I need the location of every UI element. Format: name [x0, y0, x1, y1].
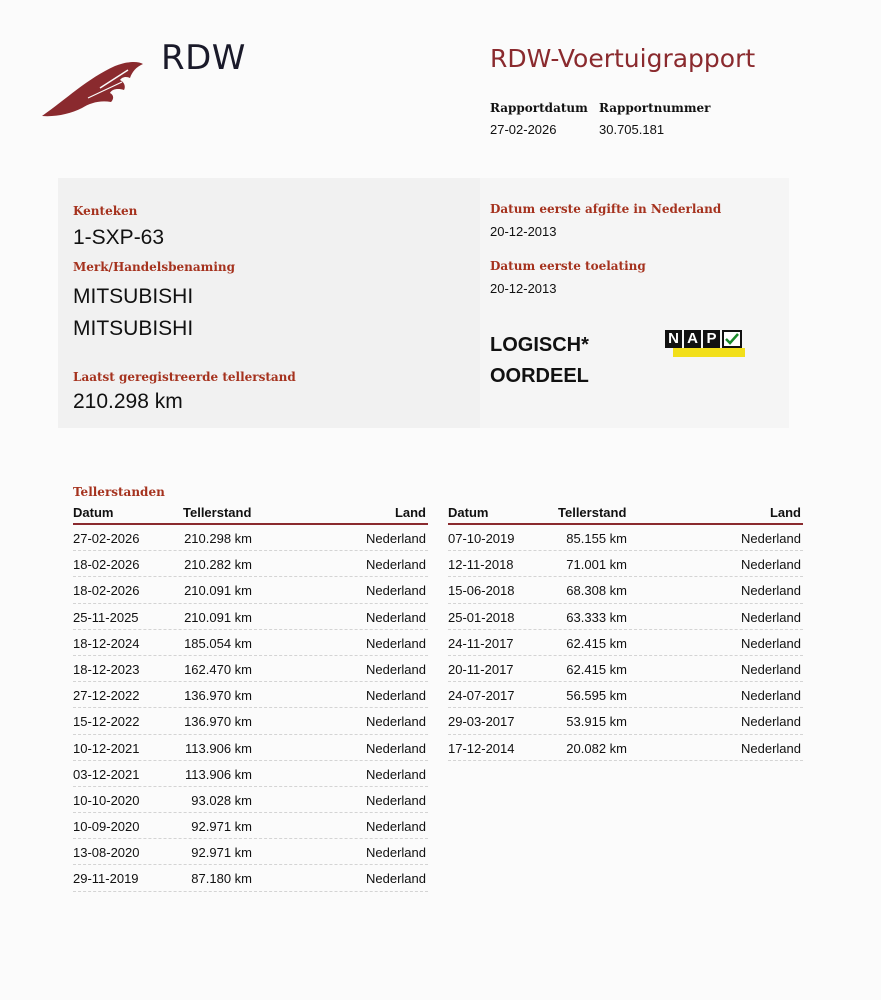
- cell-datum: 03-12-2021: [73, 766, 140, 782]
- cell-land: Nederland: [366, 740, 426, 756]
- cell-tellerstand: 162.470 km: [184, 661, 252, 677]
- cell-land: Nederland: [741, 661, 801, 677]
- cell-tellerstand: 136.970 km: [184, 714, 252, 730]
- rdw-logo-icon: [40, 58, 145, 120]
- handelsbenaming-value: MITSUBISHI: [73, 317, 194, 340]
- table-row: [73, 551, 428, 577]
- cell-tellerstand: 56.595 km: [566, 688, 627, 704]
- rapportnummer-label: Rapportnummer: [599, 101, 711, 115]
- table-row: [73, 682, 428, 708]
- cell-tellerstand: 68.308 km: [566, 583, 627, 599]
- cell-land: Nederland: [366, 845, 426, 861]
- cell-datum: 18-12-2023: [73, 661, 140, 677]
- cell-tellerstand: 62.415 km: [566, 661, 627, 677]
- table-row: [448, 682, 803, 708]
- table-row: [73, 630, 428, 656]
- nap-letter-n: N: [665, 330, 682, 348]
- table-row: [73, 761, 428, 787]
- toelating-value: 20-12-2013: [490, 281, 557, 296]
- cell-datum: 25-11-2025: [73, 609, 139, 625]
- table-row: [73, 787, 428, 813]
- cell-tellerstand: 92.971 km: [191, 845, 252, 861]
- table-row: [448, 551, 803, 577]
- table-row: [448, 604, 803, 630]
- cell-land: Nederland: [741, 583, 801, 599]
- cell-datum: 10-10-2020: [73, 792, 140, 808]
- tellerstand-label: Laatst geregistreerde tellerstand: [73, 370, 296, 384]
- cell-land: Nederland: [741, 531, 801, 546]
- column-land: Land: [769, 505, 801, 520]
- table-row: [73, 839, 428, 865]
- kenteken-value: 1-SXP-63: [73, 226, 165, 249]
- cell-land: Nederland: [366, 635, 426, 651]
- tellerstand-value: 210.298 km: [73, 390, 183, 413]
- cell-datum: 27-12-2022: [73, 688, 140, 704]
- oordeel-line-2: OORDEEL: [490, 365, 589, 387]
- cell-tellerstand: 62.415 km: [566, 635, 627, 651]
- afgifte-label: Datum eerste afgifte in Nederland: [490, 202, 722, 216]
- cell-tellerstand: 53.915 km: [566, 714, 627, 730]
- table-row: [448, 708, 803, 734]
- cell-datum: 10-12-2021: [73, 740, 140, 756]
- table-row: [448, 735, 803, 761]
- merk-value: MITSUBISHI: [73, 285, 194, 308]
- table-row: [448, 656, 803, 682]
- cell-land: Nederland: [366, 688, 426, 704]
- rapportdatum-value: 27-02-2026: [490, 122, 557, 137]
- table-row: [73, 735, 428, 761]
- table-header: [448, 503, 803, 525]
- cell-land: Nederland: [366, 766, 426, 782]
- cell-land: Nederland: [366, 792, 426, 808]
- merk-label: Merk/Handelsbenaming: [73, 260, 236, 274]
- cell-tellerstand: 210.282 km: [184, 557, 252, 573]
- cell-land: Nederland: [366, 531, 426, 546]
- cell-datum: 18-02-2026: [73, 583, 140, 599]
- report-title: RDW-Voertuigrapport: [490, 44, 756, 73]
- cell-datum: 20-11-2017: [448, 661, 514, 677]
- cell-datum: 24-07-2017: [448, 688, 515, 704]
- cell-land: Nederland: [366, 557, 426, 573]
- cell-land: Nederland: [366, 609, 426, 625]
- table-header: [73, 503, 428, 525]
- table-body: [448, 525, 803, 761]
- table-row: [448, 630, 803, 656]
- table-body: [73, 525, 428, 892]
- table-row: [448, 525, 803, 551]
- rapportdatum-label: Rapportdatum: [490, 101, 588, 115]
- nap-logo: [665, 330, 745, 360]
- cell-tellerstand: 210.091 km: [184, 609, 252, 625]
- cell-tellerstand: 210.091 km: [184, 583, 252, 599]
- cell-land: Nederland: [741, 688, 801, 704]
- cell-land: Nederland: [366, 661, 426, 677]
- cell-datum: 18-02-2026: [73, 557, 140, 573]
- column-datum: Datum: [448, 505, 489, 520]
- cell-tellerstand: 71.001 km: [566, 557, 627, 573]
- cell-datum: 15-12-2022: [73, 714, 140, 730]
- table-row: [73, 577, 428, 603]
- cell-tellerstand: 185.054 km: [184, 635, 252, 651]
- table-row: [73, 865, 428, 891]
- cell-datum: 15-06-2018: [448, 583, 515, 599]
- cell-land: Nederland: [366, 871, 426, 887]
- cell-datum: 24-11-2017: [448, 635, 514, 651]
- cell-land: Nederland: [366, 819, 426, 835]
- oordeel-line-1: LOGISCH*: [490, 334, 589, 356]
- cell-datum: 10-09-2020: [73, 819, 140, 835]
- tellerstanden-table-right: [448, 503, 803, 761]
- cell-datum: 07-10-2019: [448, 531, 515, 546]
- cell-datum: 29-11-2019: [73, 871, 139, 887]
- table-row: [448, 577, 803, 603]
- table-row: [73, 656, 428, 682]
- table-row: [73, 813, 428, 839]
- kenteken-label: Kenteken: [73, 204, 138, 218]
- cell-datum: 12-11-2018: [448, 557, 514, 573]
- cell-datum: 17-12-2014: [448, 740, 515, 756]
- brand-name: RDW: [161, 38, 246, 78]
- tellerstanden-title: Tellerstanden: [73, 485, 165, 499]
- cell-datum: 29-03-2017: [448, 714, 515, 730]
- cell-tellerstand: 210.298 km: [184, 531, 252, 546]
- cell-land: Nederland: [741, 635, 801, 651]
- afgifte-value: 20-12-2013: [490, 224, 557, 239]
- nap-letter-p: P: [703, 330, 720, 348]
- tellerstanden-table-left: [73, 503, 428, 892]
- cell-datum: 18-12-2024: [73, 635, 140, 651]
- cell-tellerstand: 20.082 km: [566, 740, 627, 756]
- column-tellerstand: Tellerstand: [183, 505, 252, 520]
- cell-datum: 13-08-2020: [73, 845, 140, 861]
- cell-datum: 25-01-2018: [448, 609, 515, 625]
- cell-tellerstand: 93.028 km: [191, 792, 252, 808]
- checkmark-icon: [722, 330, 742, 348]
- nap-letter-a: A: [684, 330, 701, 348]
- table-row: [73, 708, 428, 734]
- table-row: [73, 525, 428, 551]
- cell-land: Nederland: [366, 583, 426, 599]
- cell-tellerstand: 113.906 km: [185, 766, 252, 782]
- cell-tellerstand: 85.155 km: [566, 531, 627, 546]
- column-datum: Datum: [73, 505, 114, 520]
- rapportnummer-value: 30.705.181: [599, 122, 665, 137]
- oordeel-text: [490, 330, 589, 392]
- cell-land: Nederland: [741, 740, 801, 756]
- cell-tellerstand: 87.180 km: [191, 871, 252, 887]
- cell-land: Nederland: [741, 557, 801, 573]
- column-land: Land: [394, 505, 426, 520]
- cell-tellerstand: 63.333 km: [566, 609, 627, 625]
- cell-datum: 27-02-2026: [73, 531, 140, 546]
- toelating-label: Datum eerste toelating: [490, 259, 646, 273]
- table-row: [73, 604, 428, 630]
- cell-tellerstand: 92.971 km: [191, 819, 252, 835]
- cell-land: Nederland: [366, 714, 426, 730]
- column-tellerstand: Tellerstand: [558, 505, 627, 520]
- cell-tellerstand: 113.906 km: [185, 740, 252, 756]
- cell-tellerstand: 136.970 km: [184, 688, 252, 704]
- cell-land: Nederland: [741, 714, 801, 730]
- cell-land: Nederland: [741, 609, 801, 625]
